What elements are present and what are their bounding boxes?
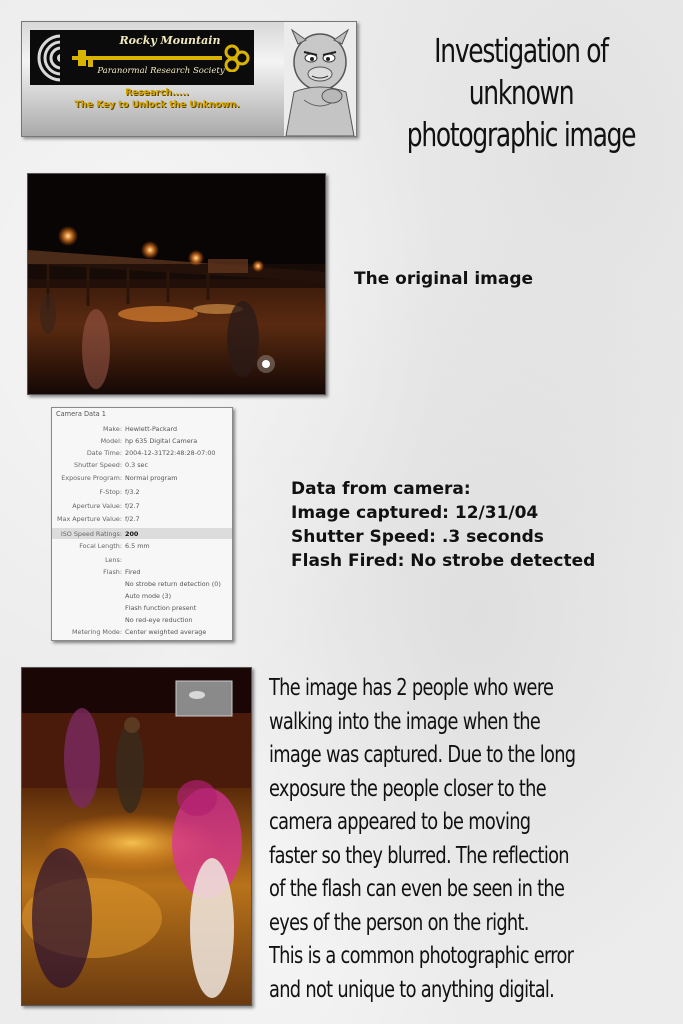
camera-row-label: Date Time: [86,449,122,457]
explanation-line: of the flash can even be seen in the [269,876,565,902]
explanation-line: faster so they blurred. The reflection [269,842,569,869]
camera-row-flash-detail [52,604,232,614]
explanation-line: and not unique to anything digital. [269,976,555,1003]
original-night-photo [27,173,326,395]
logo-name-line1: Rocky Mountain [119,34,221,47]
camera-row-value: Normal program [125,474,178,482]
bigfoot-mascot-icon [284,22,356,136]
camera-row-value: Flash function present [125,604,197,612]
page-title-line1: Investigation of unknown [434,31,608,112]
camera-row-value: 6.5 mm [125,542,150,550]
camera-row-exposure-program [52,474,232,484]
camera-row-value: No red-eye reduction [125,616,193,624]
explanation-line: eyes of the person on the right. [269,909,529,936]
page-title-line2: photographic image [406,115,636,154]
summary-captured: Image captured: 12/31/04 [291,503,539,523]
camera-row-value: Fired [125,568,141,576]
camera-row-label: F-Stop: [99,488,122,496]
camera-row-shutter-speed [52,461,232,471]
camera-row-label: Metering Mode: [72,628,122,636]
camera-row-label: Flash: [103,568,122,576]
original-image-caption: The original image [354,269,534,289]
camera-row-value: f/2.7 [125,502,140,510]
camera-row-value: Hewlett-Packard [125,425,178,433]
page-title [387,30,654,156]
camera-data-summary [291,477,595,573]
camera-row-label: ISO Speed Ratings: [60,530,122,538]
pier-night-scene [28,174,325,394]
camera-row-flash-detail [52,592,232,602]
camera-row-label: Shutter Speed: [74,461,122,469]
explanation-line: walking into the image when the [269,708,541,735]
explanation-line: exposure the people closer to the [269,775,547,802]
camera-row-label: Exposure Program: [61,474,122,482]
camera-row-model [52,437,232,447]
camera-row-f-stop [52,488,232,498]
summary-shutter: Shutter Speed: .3 seconds [291,527,544,547]
camera-row-value: 0.3 sec [125,461,148,469]
camera-row-focal-length [52,542,232,552]
summary-flash: Flash Fired: No strobe detected [291,551,596,571]
camera-panel-title: Camera Data 1 [56,410,107,418]
camera-row-lens [52,556,232,566]
camera-row-metering-mode [52,628,232,638]
camera-row-flash-detail [52,580,232,590]
explanation-text [269,672,679,1007]
explanation-line: camera appeared to be moving [269,809,531,835]
logo-name-line2: Paranormal Research Society [97,66,225,76]
summary-heading: Data from camera: [291,479,471,499]
enhanced-beach-scene [22,668,251,1005]
camera-row-label: Lens: [105,556,122,564]
camera-data-panel [51,407,233,641]
explanation-line: image was captured. Due to the long [269,742,576,768]
camera-row-label: Focal Length: [79,542,122,550]
camera-row-label: Model: [100,437,122,445]
camera-row-value: hp 635 Digital Camera [125,437,198,445]
camera-row-max-aperture-value [52,515,232,525]
logo-tagline-line1: Research..... [125,88,189,98]
camera-row-label: Aperture Value: [72,502,122,510]
camera-row-label: Max Aperture Value: [57,515,122,523]
camera-row-flash [52,568,232,578]
camera-row-date-time [52,449,232,459]
camera-row-value: 200 [125,530,139,538]
camera-row-value: No strobe return detection (0) [125,580,221,588]
camera-row-value: Auto mode (3) [125,592,172,600]
camera-row-value: Center weighted average [125,628,207,636]
camera-row-make [52,425,232,435]
logo-black-plate [30,30,254,85]
camera-row-value: f/3.2 [125,488,140,496]
explanation-line: The image has 2 people who were [269,675,554,701]
camera-row-label: Make: [103,425,122,433]
logo-tagline-line2: The Key to Unlock the Unknown. [74,100,240,110]
camera-row-flash-detail [52,616,232,626]
explanation-line: This is a common photographic error [269,943,574,969]
enhanced-photo [21,667,252,1006]
logo-banner [21,21,357,137]
camera-row-value: 2004-12-31T22:48:28-07:00 [125,449,216,457]
camera-row-iso-speed [52,530,232,540]
camera-row-value: f/2.7 [125,515,140,523]
camera-row-aperture-value [52,502,232,512]
